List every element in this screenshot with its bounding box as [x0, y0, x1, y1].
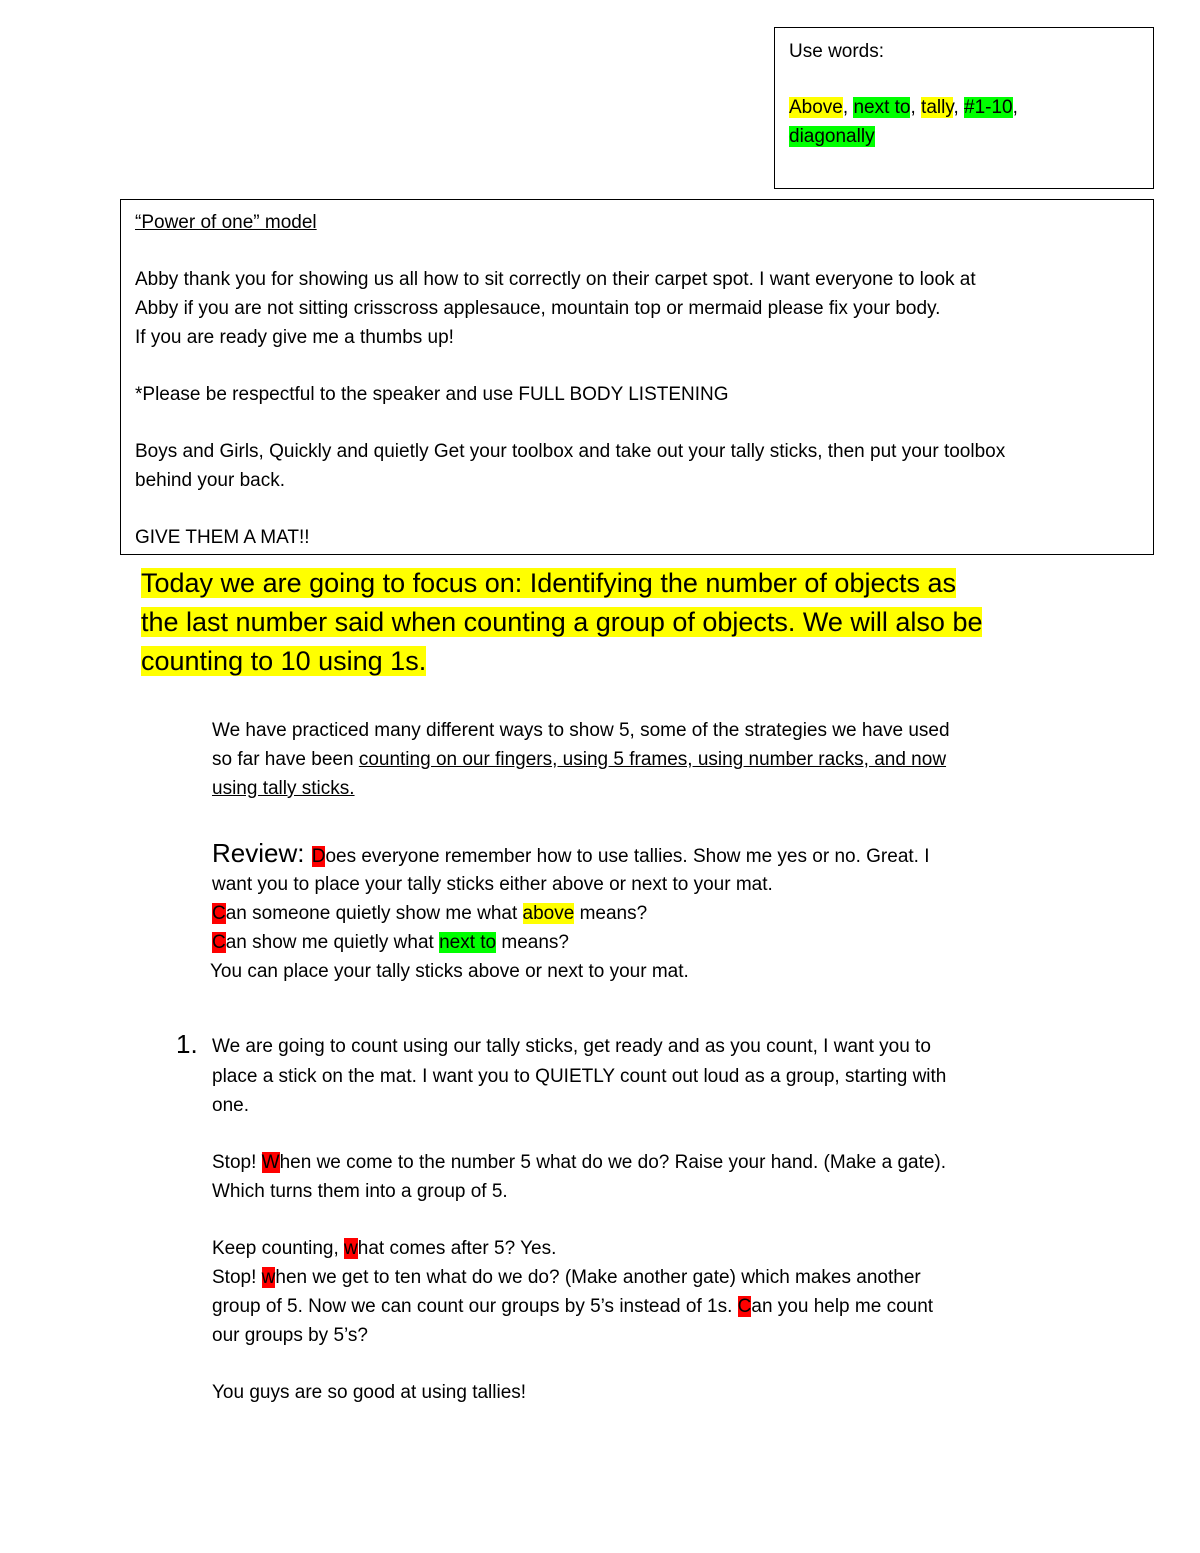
- power-of-one-box: [120, 199, 1154, 555]
- power-line-5: Boys and Girls, Quickly and quietly Get your toolbox and take out your tally sticks, then put your toolbox: [135, 441, 1006, 462]
- word-above: Above: [789, 97, 843, 118]
- word-range: #1-10: [964, 97, 1013, 118]
- review-line-1: Review: Does everyone remember how to use tallies. Show me yes or no. Great. I: [212, 838, 930, 868]
- word-next-to: next to: [853, 97, 911, 118]
- power-line-3: If you are ready give me a thumbs up!: [135, 327, 454, 348]
- step1-line-4: Stop! When we come to the number 5 what do we do? Raise your hand. (Make a gate).: [212, 1152, 947, 1173]
- step1-line-3: one.: [212, 1095, 249, 1116]
- review-line-3: Can someone quietly show me what above means?: [212, 903, 648, 924]
- word-tally: tally: [921, 97, 954, 118]
- word-diagonally: diagonally: [789, 126, 875, 147]
- step1-line-10: You guys are so good at using tallies!: [212, 1382, 527, 1403]
- focus-line-3: counting to 10 using 1s.: [141, 646, 427, 676]
- use-words-list-line2: [789, 122, 875, 151]
- power-line-2: Abby if you are not sitting crisscross applesauce, mountain top or mermaid please fix your body.: [135, 298, 941, 319]
- step1-line-7: Stop! when we get to ten what do we do? (Make another gate) which makes another: [212, 1267, 921, 1288]
- step1-line-8: group of 5. Now we can count our groups by 5’s instead of 1s. Can you help me count: [212, 1296, 934, 1317]
- power-line-7: GIVE THEM A MAT!!: [135, 527, 310, 548]
- review-line-2: want you to place your tally sticks either above or next to your mat.: [212, 874, 773, 895]
- power-of-one-title: “Power of one” model: [135, 212, 317, 233]
- focus-line-1: Today we are going to focus on: Identifying the number of objects as: [141, 568, 956, 598]
- power-line-4: *Please be respectful to the speaker and use FULL BODY LISTENING: [135, 384, 729, 405]
- step1-line-6: Keep counting, what comes after 5? Yes.: [212, 1238, 557, 1259]
- strategies-list: counting on our fingers, using 5 frames, using number racks, and now: [358, 749, 947, 770]
- step1-line-9: our groups by 5’s?: [212, 1325, 368, 1346]
- power-line-1: Abby thank you for showing us all how to sit correctly on their carpet spot. I want everyone to look at: [135, 269, 976, 290]
- review-line-4: Can show me quietly what next to means?: [212, 932, 569, 953]
- focus-line-2: the last number said when counting a group of objects. We will also be: [141, 607, 983, 637]
- step1-line-2: place a stick on the mat. I want you to QUIETLY count out loud as a group, starting with: [212, 1066, 947, 1087]
- step-number: 1.: [176, 1029, 198, 1059]
- use-words-list: Above, next to, tally, #1-10,: [789, 97, 1018, 118]
- review-label: Review:: [212, 838, 312, 868]
- step1-line-1: We are going to count using our tally sticks, get ready and as you count, I want you to: [212, 1036, 931, 1057]
- practice-line-3: using tally sticks.: [212, 778, 355, 799]
- practice-line-2: so far have been counting on our fingers, using 5 frames, using number racks, and now: [212, 749, 947, 770]
- use-words-heading: Use words:: [789, 41, 885, 62]
- review-line-5: You can place your tally sticks above or next to your mat.: [210, 961, 689, 982]
- step1-line-5: Which turns them into a group of 5.: [212, 1181, 508, 1202]
- power-line-6: behind your back.: [135, 470, 285, 491]
- practice-line-1: We have practiced many different ways to show 5, some of the strategies we have used: [212, 720, 950, 741]
